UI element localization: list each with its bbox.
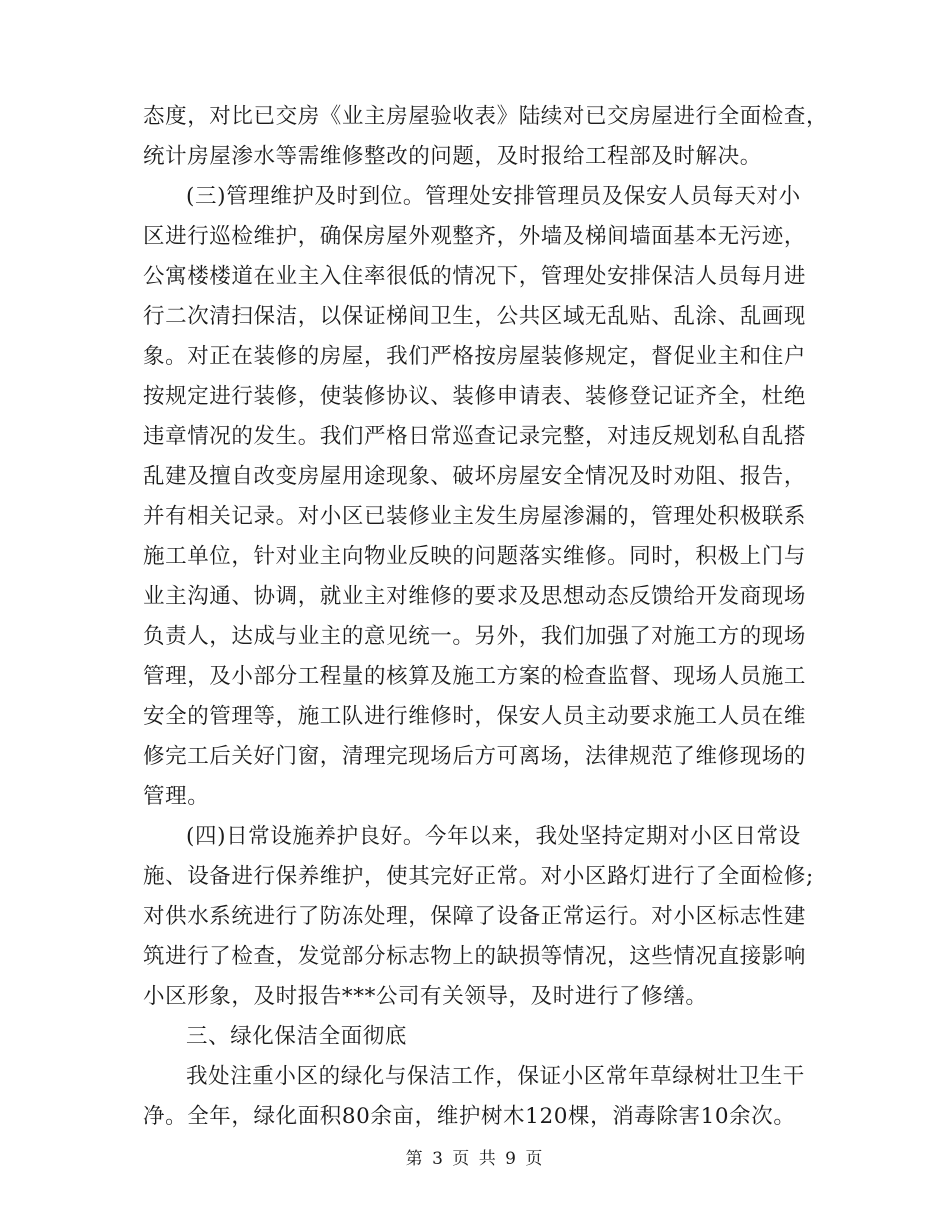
- text-line: 行二次清扫保洁，以保证梯间卫生，公共区域无乱贴、乱涂、乱画现: [143, 304, 807, 329]
- text-line: 三、绿化保洁全面彻底: [186, 1024, 408, 1049]
- text-line: 态度，对比已交房《业主房屋验收表》陆续对已交房屋进行全面检查，: [143, 104, 829, 129]
- text-line: 公寓楼楼道在业主入住率很低的情况下，管理处安排保洁人员每月进: [143, 264, 807, 289]
- text-line: 施工单位，针对业主向物业反映的问题落实维修。同时，积极上门与: [143, 544, 807, 569]
- page-number-footer: 第 3 页 共 9 页: [405, 1149, 545, 1169]
- text-line: 我处注重小区的绿化与保洁工作，保证小区常年草绿树壮卫生干: [186, 1064, 805, 1089]
- text-line: 施、设备进行保养维护，使其完好正常。对小区路灯进行了全面检修;: [143, 864, 814, 889]
- text-line: 区进行巡检维护，确保房屋外观整齐，外墙及梯间墙面基本无污迹，: [143, 224, 807, 249]
- text-line: 统计房屋渗水等需维修整改的问题，及时报给工程部及时解决。: [143, 144, 762, 169]
- text-line: 并有相关记录。对小区已装修业主发生房屋渗漏的，管理处积极联系: [143, 504, 807, 529]
- text-line: 乱建及擅自改变房屋用途现象、破坏房屋安全情况及时劝阻、报告，: [143, 464, 807, 489]
- text-line: 净。全年，绿化面积80余亩，维护树木120棵，消毒除害10余次。: [143, 1104, 796, 1129]
- text-line: 筑进行了检查，发觉部分标志物上的缺损等情况，这些情况直接影响: [143, 944, 807, 969]
- text-line: (三)管理维护及时到位。管理处安排管理员及保安人员每天对小: [186, 184, 801, 209]
- text-line: 按规定进行装修，使装修协议、装修申请表、装修登记证齐全，杜绝: [143, 384, 807, 409]
- text-line: 小区形象，及时报告***公司有关领导，及时进行了修缮。: [143, 984, 708, 1009]
- text-line: 管理，及小部分工程量的核算及施工方案的检查监督、现场人员施工: [143, 664, 807, 689]
- text-line: (四)日常设施养护良好。今年以来，我处坚持定期对小区日常设: [186, 824, 801, 849]
- text-line: 业主沟通、协调，就业主对维修的要求及思想动态反馈给开发商现场: [143, 584, 807, 609]
- text-line: 负责人，达成与业主的意见统一。另外，我们加强了对施工方的现场: [143, 624, 807, 649]
- text-line: 对供水系统进行了防冻处理，保障了设备正常运行。对小区标志性建: [143, 904, 807, 929]
- text-line: 象。对正在装修的房屋，我们严格按房屋装修规定，督促业主和住户: [143, 344, 807, 369]
- text-line: 修完工后关好门窗，清理完现场后方可离场，法律规范了维修现场的: [143, 744, 807, 769]
- document-body: [143, 97, 829, 1137]
- text-line: 违章情况的发生。我们严格日常巡查记录完整，对违反规划私自乱搭: [143, 424, 807, 449]
- text-line: 安全的管理等，施工队进行维修时，保安人员主动要求施工人员在维: [143, 704, 807, 729]
- text-line: 管理。: [143, 784, 210, 809]
